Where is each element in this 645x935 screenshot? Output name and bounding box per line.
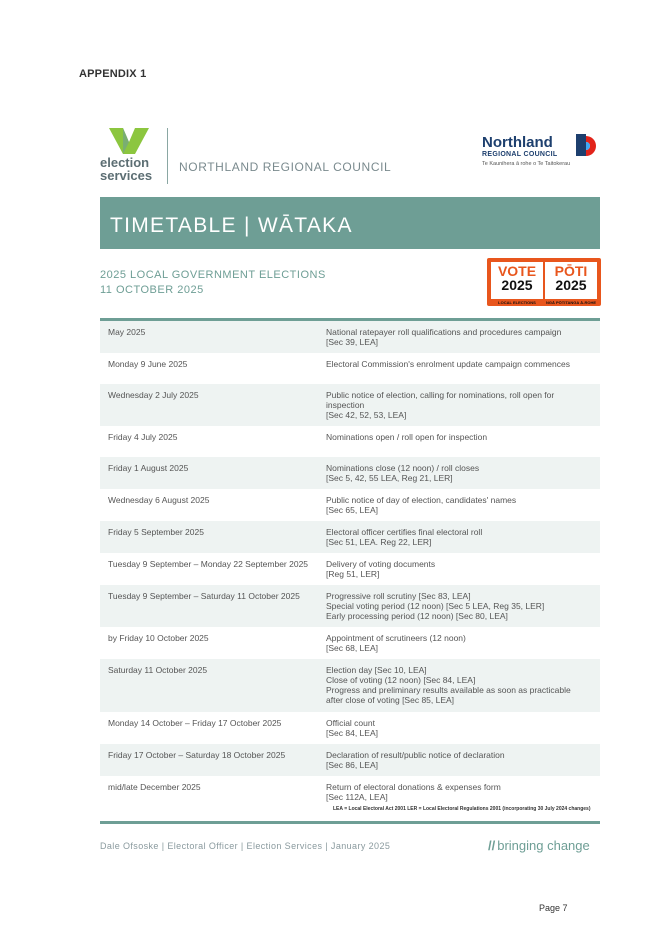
row-date: mid/late December 2025 (108, 782, 201, 792)
row-event-line: Election day [Sec 10, LEA] (326, 665, 427, 675)
row-event-line: [Sec 112A, LEA] (326, 792, 388, 802)
footer-rule (100, 821, 600, 824)
row-event (326, 521, 600, 553)
row-event-line: [Sec 51, LEA. Reg 22, LER] (326, 537, 432, 547)
table-row (100, 521, 600, 553)
table-row (100, 712, 600, 744)
row-event-line: Electoral Commission's enrolment update campaign commences (326, 359, 570, 369)
row-event (326, 489, 600, 521)
row-date: Wednesday 6 August 2025 (108, 495, 210, 505)
row-event (326, 457, 600, 489)
row-date: by Friday 10 October 2025 (108, 633, 209, 643)
election-services-wordmark (100, 156, 152, 182)
table-row (100, 744, 600, 776)
poti-label: PŌTI (554, 263, 588, 279)
row-event-line: Progress and preliminary results available as soon as practicable (326, 685, 571, 695)
vote-year: 2025 (501, 277, 533, 293)
row-event-line: [Sec 5, 42, 55 LEA, Reg 21, LER] (326, 473, 453, 483)
row-event-line: after close of voting [Sec 85, LEA] (326, 695, 455, 705)
row-event-line: [Sec 42, 52, 53, LEA] (326, 410, 407, 420)
vote-tag: LOCAL ELECTIONS (491, 299, 543, 306)
northland-regional-council-logo (482, 134, 600, 174)
es-line2: services (100, 168, 153, 183)
row-event-line: [Sec 68, LEA] (326, 643, 378, 653)
row-event (326, 585, 600, 627)
row-event-line: Special voting period (12 noon) [Sec 5 LEA, Reg 35, LER] (326, 601, 545, 611)
row-event-line: [Sec 39, LEA] (326, 337, 378, 347)
row-event-line: [Sec 84, LEA] (326, 728, 378, 738)
row-date: Friday 5 September 2025 (108, 527, 204, 537)
table-row (100, 659, 600, 712)
row-event-line: [Reg 51, LER] (326, 569, 380, 579)
row-event (326, 384, 600, 426)
table-row (100, 353, 600, 384)
title-band (100, 197, 600, 249)
row-event-line: Progressive roll scrutiny [Sec 83, LEA] (326, 591, 471, 601)
vote-box (491, 262, 543, 305)
nrc-sub: REGIONAL COUNCIL (482, 151, 558, 158)
org-name: NORTHLAND REGIONAL COUNCIL (179, 160, 392, 174)
timetable-rows (100, 321, 600, 808)
subtitle-line2: 11 OCTOBER 2025 (100, 284, 204, 296)
row-event-line: Early processing period (12 noon) [Sec 80, LEA] (326, 611, 508, 621)
row-date: May 2025 (108, 327, 146, 337)
slogan (488, 838, 590, 853)
row-event-line: Nominations close (12 noon) / roll closes (326, 463, 480, 473)
poti-year: 2025 (555, 277, 587, 293)
subtitle (100, 268, 326, 298)
election-services-logo (100, 128, 170, 186)
poti-tag: NGĀ PŌTITANGA Ā-ROHE (546, 300, 596, 305)
row-event-line: National ratepayer roll qualifications and procedures campaign (326, 327, 562, 337)
row-date: Friday 1 August 2025 (108, 463, 189, 473)
table-row (100, 457, 600, 489)
row-date: Wednesday 2 July 2025 (108, 390, 199, 400)
row-event (326, 553, 600, 585)
row-date: Tuesday 9 September – Saturday 11 October 2025 (108, 591, 300, 601)
row-event-line: inspection (326, 400, 365, 410)
row-event-line: Public notice of day of election, candidates' names (326, 495, 517, 505)
row-date: Monday 14 October – Friday 17 October 2025 (108, 718, 282, 728)
table-row (100, 627, 600, 659)
row-date: Friday 4 July 2025 (108, 432, 178, 442)
table-row (100, 776, 600, 808)
slogan-text: bringing change (497, 838, 590, 853)
row-event-line: Close of voting (12 noon) [Sec 84, LEA] (326, 675, 476, 685)
row-date: Saturday 11 October 2025 (108, 665, 208, 675)
subtitle-line1: 2025 LOCAL GOVERNMENT ELECTIONS (100, 269, 326, 281)
election-services-v-icon (109, 128, 149, 154)
poti-box (545, 262, 597, 305)
table-row (100, 426, 600, 457)
row-event (326, 426, 600, 457)
table-row (100, 585, 600, 627)
vote-2025-badge (487, 258, 601, 306)
row-event-line: Appointment of scrutineers (12 noon) (326, 633, 466, 643)
table-row (100, 384, 600, 426)
row-event (326, 321, 600, 353)
row-date: Tuesday 9 September – Monday 22 September 2025 (108, 559, 309, 569)
nrc-main: Northland (482, 134, 553, 151)
row-event-line: Return of electoral donations & expenses form (326, 782, 501, 792)
row-event (326, 776, 600, 808)
row-event-line: Official count (326, 718, 375, 728)
row-event-line: Nominations open / roll open for inspection (326, 432, 488, 442)
row-event-line: Public notice of election, calling for nominations, roll open for (326, 390, 555, 400)
table-row (100, 553, 600, 585)
row-event-line: [Sec 86, LEA] (326, 760, 378, 770)
nrc-maori: Te Kaunihera ā rohe o Te Taitokerau (482, 161, 571, 167)
row-event-line: Declaration of result/public notice of declaration (326, 750, 505, 760)
footer-credit: Dale Ofsoske | Electoral Officer | Election Services | January 2025 (100, 841, 391, 851)
row-event-line: Electoral officer certifies final electoral roll (326, 527, 483, 537)
row-event (326, 744, 600, 776)
header-logos (100, 128, 600, 186)
row-event (326, 353, 600, 384)
row-date: Monday 9 June 2025 (108, 359, 188, 369)
page-number: Page 7 (539, 903, 568, 913)
row-event (326, 712, 600, 744)
table-row (100, 321, 600, 353)
vote-label: VOTE (497, 263, 537, 279)
timetable (100, 318, 600, 808)
table-footnote: LEA = Local Electoral Act 2001 LER = Local Electoral Regulations 2001 (incorporating 30 July 2024 changes) (333, 806, 591, 812)
slogan-mark: // (488, 838, 496, 853)
row-event (326, 627, 600, 659)
appendix-heading: APPENDIX 1 (79, 68, 147, 80)
row-event (326, 659, 600, 712)
es-line1: election (100, 155, 150, 170)
nrc-koru-icon (576, 134, 600, 158)
logo-divider (167, 128, 168, 184)
row-event-line: Delivery of voting documents (326, 559, 436, 569)
page-title: TIMETABLE | WĀTAKA (110, 214, 353, 237)
row-event-line: [Sec 65, LEA] (326, 505, 378, 515)
row-date: Friday 17 October – Saturday 18 October 2025 (108, 750, 286, 760)
table-row (100, 489, 600, 521)
